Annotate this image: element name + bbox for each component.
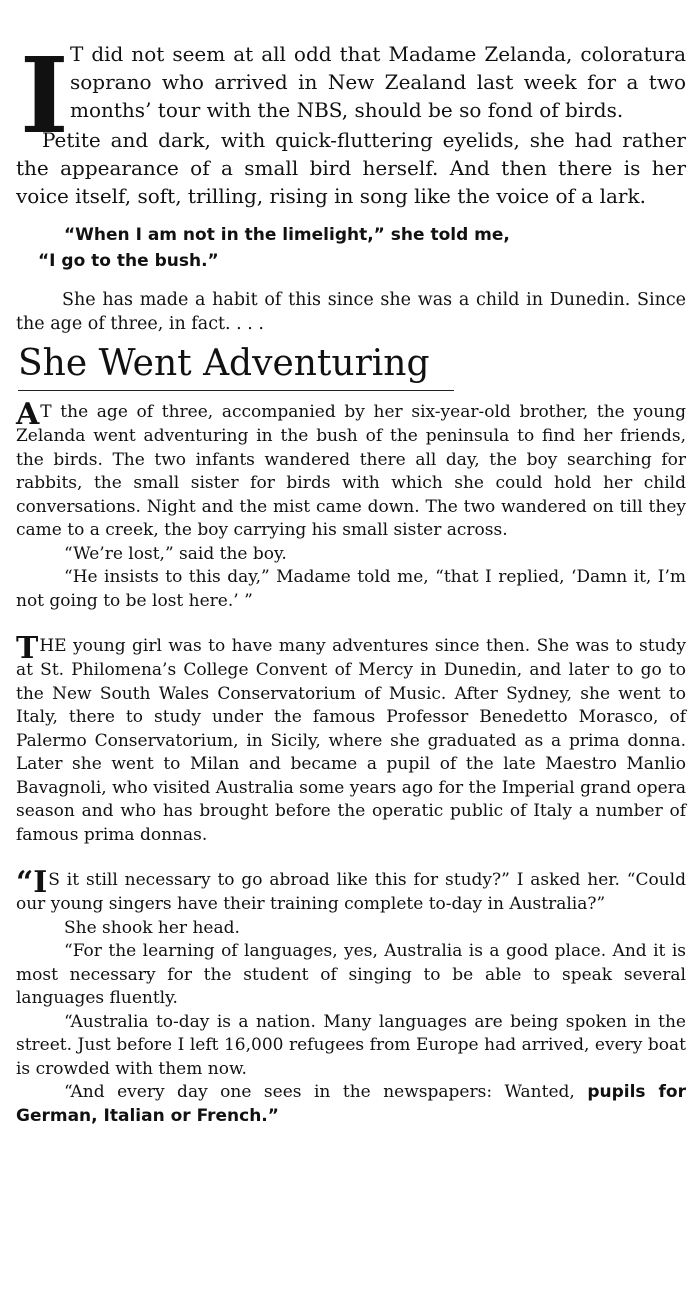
- drop-cap-a: A: [16, 397, 40, 432]
- drop-cap-quote-i: “I: [16, 865, 48, 900]
- pull-quote: [38, 222, 686, 274]
- drop-cap-t: T: [16, 631, 39, 666]
- section2-paragraph-1-text: HE young girl was to have many adventures since then. She was to study at St. Philomena’s College Convent of Mercy in Dunedin, and later to go to the New South Wales Conservatorium of Music. After Sydney, she went to Italy, there to study under the famous Professor Benedetto Morasco, of Palermo Conservatorium, in Sicily, where she graduated as a prima donna. Later she went to Milan and became a pupil of the late Maestro Manlio Bavagnoli, who visited Australia some years ago for the Imperial grand opera season and who has brought before the operatic public of Italy a number of famous prima donnas.: [16, 636, 686, 845]
- section3-paragraph-1: [16, 865, 686, 917]
- section3-paragraph-4: “Australia to-day is a nation. Many languages are being spoken in the street. Just before I left 16,000 refugees from Europe had arrived, every boat is crowded with them now.: [16, 1011, 686, 1079]
- section3-paragraph-3: “For the learning of languages, yes, Australia is a good place. And it is most necessary for the student of singing to be able to speak several languages fluently.: [16, 941, 686, 1008]
- section1-paragraph-1-text: T the age of three, accompanied by her six-year-old brother, the young Zelanda went adventuring in the bush of the peninsula to find her friends, the birds. The two infants wandered there all day, the boy searching for rabbits, the small sister for birds with which she could hold her child conversations. Night and the mist came down. The two wandered on till they came to a creek, the boy carrying his small sister across.: [16, 402, 686, 540]
- section3-paragraph-5-bold: pupils for German, Italian or French.”: [16, 1082, 686, 1126]
- pull-quote-line-1: “When I am not in the limelight,” she told me,: [64, 225, 510, 245]
- intro-paragraph-2: Petite and dark, with quick-fluttering eyelids, she had rather the appearance of a small bird herself. And then there is her voice itself, soft, trilling, rising in song like the voice of a lark.: [16, 128, 686, 208]
- section3-paragraph-1-text: S it still necessary to go abroad like this for study?” I asked her. “Could our young singers have their training complete to-day in Australia?”: [16, 870, 686, 914]
- section1-paragraph-1: [16, 397, 686, 543]
- section-heading: She Went Adventuring: [18, 342, 454, 391]
- section-adventuring: [16, 397, 686, 613]
- section-gap-2: [16, 847, 686, 869]
- section3-paragraph-5-text: “And every day one sees in the newspapers: Wanted,: [64, 1082, 575, 1102]
- intro-paragraph-3: She has made a habit of this since she was a child in Dunedin. Since the age of three, in fact. . . .: [16, 290, 686, 334]
- section1-paragraph-3: “He insists to this day,” Madame told me, “that I replied, ‘Damn it, I’m not going to be lost here.’ ”: [16, 567, 686, 611]
- section-interview: [16, 865, 686, 1128]
- section3-paragraph-5: [16, 1081, 686, 1128]
- drop-cap-initial: I: [20, 34, 69, 157]
- section-studies: [16, 631, 686, 847]
- section2-paragraph-1: [16, 631, 686, 847]
- pull-quote-line-2: “I go to the bush.”: [38, 251, 219, 271]
- section1-paragraph-2: “We’re lost,” said the boy.: [64, 543, 287, 564]
- section3-paragraph-2: She shook her head.: [64, 917, 240, 938]
- intro-lead-paragraph: T did not seem at all odd that Madame Zelanda, coloratura soprano who arrived in New Zealand last week for a two months’ tour with the NBS, should be so fond of birds.: [70, 42, 686, 122]
- section-gap: [16, 613, 686, 635]
- article-intro: [16, 0, 686, 336]
